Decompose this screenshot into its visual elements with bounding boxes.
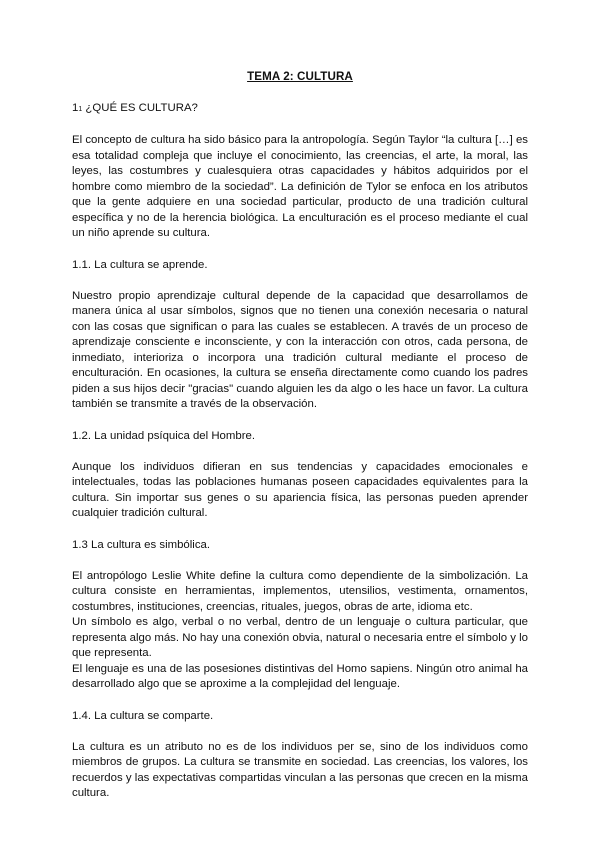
paragraph-1-1: Nuestro propio aprendizaje cultural depende de la capacidad que desarrollamos de manera única al usar símbolos, signos que no tienen una conexión necesaria o natural con las cosas que significan o para las cuales se establecen. A través de un proceso de aprendizaje consciente e inconsciente, y con la interacción con otros, cada persona, de inmediato, interioriza o incorpora una tradición cultural mediante el proceso de enculturación. En ocasiones, la cultura se enseña directamente como cuando los padres piden a sus hijos decir "gracias" cuando alguien les da algo o les hace un favor. La cultura también se transmite a través de la observación.: [72, 289, 528, 410]
section-label: ¿QUÉ ES CULTURA?: [85, 102, 198, 114]
subsection-heading-1-4: 1.4. La cultura se comparte.: [72, 709, 214, 722]
paragraph-1-3-c: El lenguaje es una de las posesiones distintivas del Homo sapiens. Ningún otro animal ha desarrollado algo que se aproxime a la complejidad del lenguaje.: [72, 662, 528, 690]
subsection-heading-1-2: 1.2. La unidad psíquica del Hombre.: [72, 429, 256, 442]
section-number-sub: 1: [78, 106, 83, 113]
document-title: TEMA 2: CULTURA: [247, 70, 353, 83]
paragraph-1-3-a: El antropólogo Leslie White define la cultura como dependiente de la simbolización. La cultura consiste en herramientas, implementos, utensilios, vestimenta, ornamentos, costumbres, instituciones, creencias, rituales, juegos, obras de arte, idioma etc.: [72, 569, 528, 613]
paragraph-1-2: Aunque los individuos difieran en sus tendencias y capacidades emocionales e intelectuales, todas las poblaciones humanas poseen capacidades equivalentes para la cultura. Sin importar sus genes o su apariencia física, las personas pueden aprender cualquier tradición cultural.: [72, 460, 528, 519]
subsection-heading-1-1: 1.1. La cultura se aprende.: [72, 258, 208, 271]
document-page: [72, 70, 528, 802]
intro-paragraph: El concepto de cultura ha sido básico para la antropología. Según Taylor “la cultura […] es esa totalidad compleja que incluye el conocimiento, las creencias, el arte, la moral, las leyes, las costumbres y cualesquiera otras capacidades y hábitos adquiridos por el hombre como miembro de la sociedad”. La definición de Tylor se enfoca en los atributos que la gente adquiere en una sociedad particular, producto de una tradición cultural específica y no de la herencia biológica. La enculturación es el proceso mediante el cual un niño aprende su cultura.: [72, 134, 528, 239]
paragraph-1-4: La cultura es un atributo no es de los individuos per se, sino de los individuos como miembros de grupos. La cultura se transmite en sociedad. Las creencias, los valores, los recuerdos y las expectativas compartidas vinculan a las personas que crecen en la misma cultura.: [72, 740, 528, 799]
section-heading-1: [72, 101, 528, 117]
paragraph-1-3-b: Un símbolo es algo, verbal o no verbal, dentro de un lenguaje o cultura particular, que representa algo más. No hay una conexión obvia, natural o necesaria entre el símbolo y lo que representa.: [72, 616, 528, 659]
section-number: 1: [72, 102, 79, 114]
subsection-heading-1-3: 1.3 La cultura es simbólica.: [72, 538, 211, 551]
